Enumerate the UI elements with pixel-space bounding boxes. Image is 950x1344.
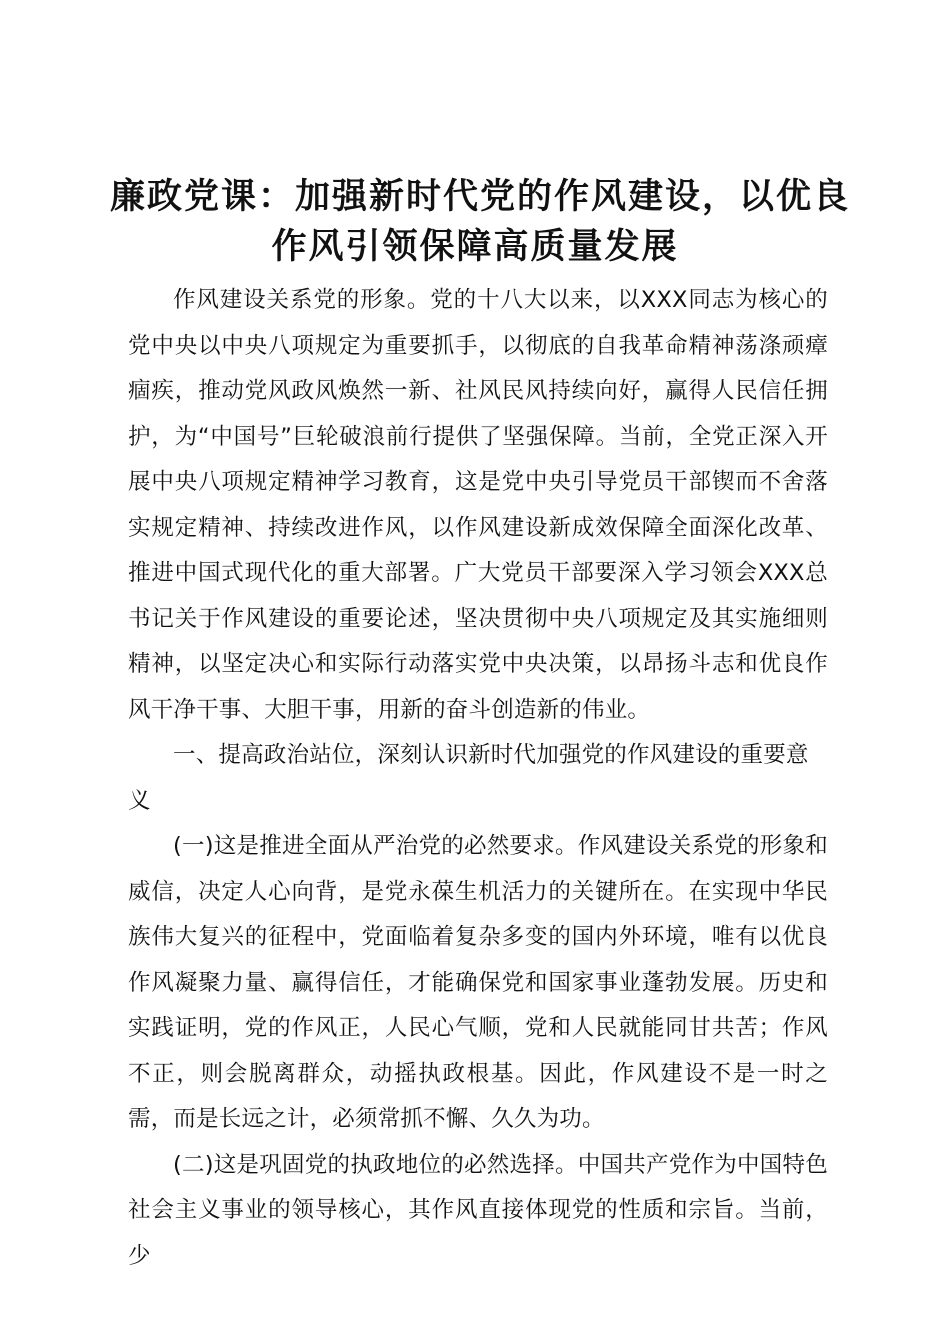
document-body <box>128 278 828 1279</box>
document-title-line2: 作风引领保障高质量发展 <box>271 227 679 267</box>
document-title-line1: 廉政党课：加强新时代党的作风建设，以优良 <box>110 177 851 217</box>
section-paragraph-2: (二)这是巩固党的执政地位的必然选择。中国共产党作为中国特色社会主义事业的领导核心，其作风直接体现党的性质和宗旨。当前，少 <box>128 1151 828 1269</box>
section-heading: 一、提高政治站位，深刻认识新时代加强党的作风建设的重要意义 <box>128 742 809 814</box>
intro-paragraph: 作风建设关系党的形象。党的十八大以来，以XXX同志为核心的党中央以中央八项规定为重要抓手，以彻底的自我革命精神荡涤顽瘴痼疾，推动党风政风焕然一新、社风民风持续向好，赢得人民信任拥护，为“中国号”巨轮破浪前行提供了坚强保障。当前，全党正深入开展中央八项规定精神学习教育，这是党中央引导党员干部锲而不舍落实规定精神、持续改进作风，以作风建设新成效保障全面深化改革、推进中国式现代化的重大部署。广大党员干部要深入学习领会XXX总书记关于作风建设的重要论述，坚决贯彻中央八项规定及其实施细则精神，以坚定决心和实际行动落实党中央决策，以昂扬斗志和优良作风干净干事、大胆干事，用新的奋斗创造新的伟业。 <box>128 287 828 723</box>
section-paragraph-1: (一)这是推进全面从严治党的必然要求。作风建设关系党的形象和威信，决定人心向背，是党永葆生机活力的关键所在。在实现中华民族伟大复兴的征程中，党面临着复杂多变的国内外环境，唯有以优良作风凝聚力量、赢得信任，才能确保党和国家事业蓬勃发展。历史和实践证明，党的作风正，人民心气顺，党和人民就能同甘共苦；作风不正，则会脱离群众，动摇执政根基。因此，作风建设不是一时之需，而是长远之计，必须常抓不懈、久久为功。 <box>128 833 828 1132</box>
